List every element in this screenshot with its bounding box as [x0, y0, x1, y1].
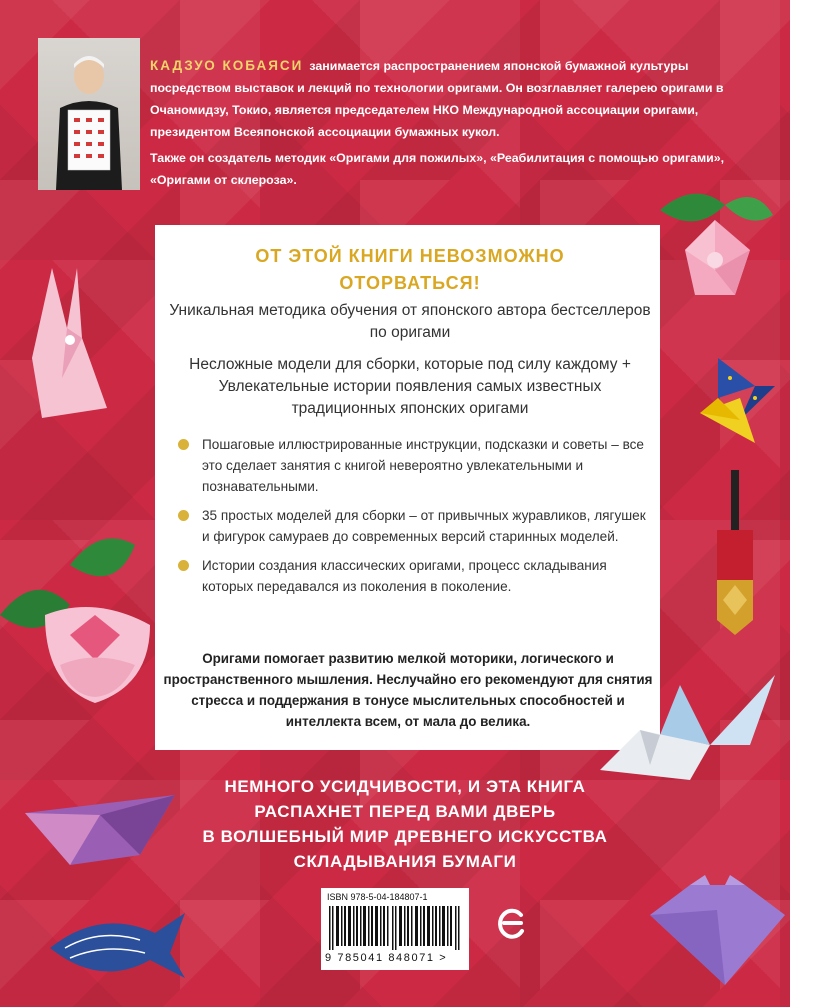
barcode-bars	[329, 906, 461, 950]
barcode-digits: 9 785041 848071 >	[325, 952, 448, 964]
tagline-line-3: В ВОЛШЕБНЫЙ МИР ДРЕВНЕГО ИСКУССТВА	[202, 827, 608, 846]
author-bio-paragraph-1	[150, 55, 760, 143]
origami-shuriken-icon	[700, 358, 775, 443]
feature-item	[178, 505, 653, 547]
panel-intro	[165, 300, 655, 430]
bullet-dot-icon	[178, 560, 189, 571]
feature-text: 35 простых моделей для сборки – от привычных журавликов, лягушек и фигурок самураев до современных версий старинных моделей.	[202, 508, 646, 544]
origami-whale-icon	[45, 908, 185, 988]
bullet-dot-icon	[178, 510, 189, 521]
tagline-line-1: НЕМНОГО УСИДЧИВОСТИ, И ЭТА КНИГА	[224, 777, 586, 796]
origami-flower-icon	[655, 180, 775, 320]
author-name: КАДЗУО КОБАЯСИ	[150, 58, 304, 73]
author-photo	[38, 38, 140, 190]
feature-list	[178, 434, 653, 605]
feature-text: Истории создания классических оригами, процесс складывания которых передавался из поколения в поколение.	[202, 558, 607, 594]
origami-chopstick-holder-icon	[715, 470, 755, 640]
panel-bold-text: Оригами помогает развитию мелкой моторики, логического и пространственного мышления. Неслучайно его рекомендуют для снятия стресса и поддержания в тонусе мыслительных способностей и интеллекта всем, от мала до велика.	[163, 651, 653, 729]
feature-item	[178, 555, 653, 597]
isbn-text: ISBN 978-5-04-184807-1	[327, 892, 428, 902]
eksmo-logo-icon	[495, 905, 527, 941]
feature-text: Пошаговые иллюстрированные инструкции, подсказки и советы – все это сделает занятия с книгой невероятно увлекательными и познавательными.	[202, 437, 644, 494]
author-bio-text-1: занимается распространением японской бумажной культуры посредством выставок и лекций по технологии оригами. Он возглавляет галерею оригами в Очаномидзу, Токио, является председателем НКО Международной ассоциации оригами, президентом Всеяпонской ассоциации бумажных кукол.	[150, 59, 724, 139]
origami-rabbit-icon	[22, 268, 112, 418]
page-edge	[790, 0, 820, 1007]
panel-headline	[165, 243, 655, 297]
origami-bat-icon	[650, 875, 785, 985]
headline-line-2: ОТОРВАТЬСЯ!	[339, 273, 481, 293]
bullet-dot-icon	[178, 439, 189, 450]
intro-paragraph-1: Уникальная методика обучения от японского автора бестселлеров по оригами	[169, 302, 651, 341]
origami-boat-icon	[25, 795, 175, 865]
author-bio-paragraph-2: Также он создатель методик «Оригами для пожилых», «Реабилитация с помощью оригами», «Оригами от склероза».	[150, 151, 725, 187]
headline-line-1: ОТ ЭТОЙ КНИГИ НЕВОЗМОЖНО	[255, 246, 565, 266]
tagline-line-2: РАСПАХНЕТ ПЕРЕД ВАМИ ДВЕРЬ	[254, 802, 556, 821]
tagline-line-4: СКЛАДЫВАНИЯ БУМАГИ	[293, 852, 517, 871]
author-bio	[150, 55, 760, 195]
intro-paragraph-2: Несложные модели для сборки, которые под силу каждому + Увлекательные истории появления самых известных традиционных японских оригами	[189, 356, 631, 417]
origami-crane-icon	[600, 675, 790, 785]
origami-camellia-icon	[0, 525, 160, 710]
barcode	[321, 888, 469, 970]
feature-item	[178, 434, 653, 497]
tagline	[190, 774, 620, 874]
